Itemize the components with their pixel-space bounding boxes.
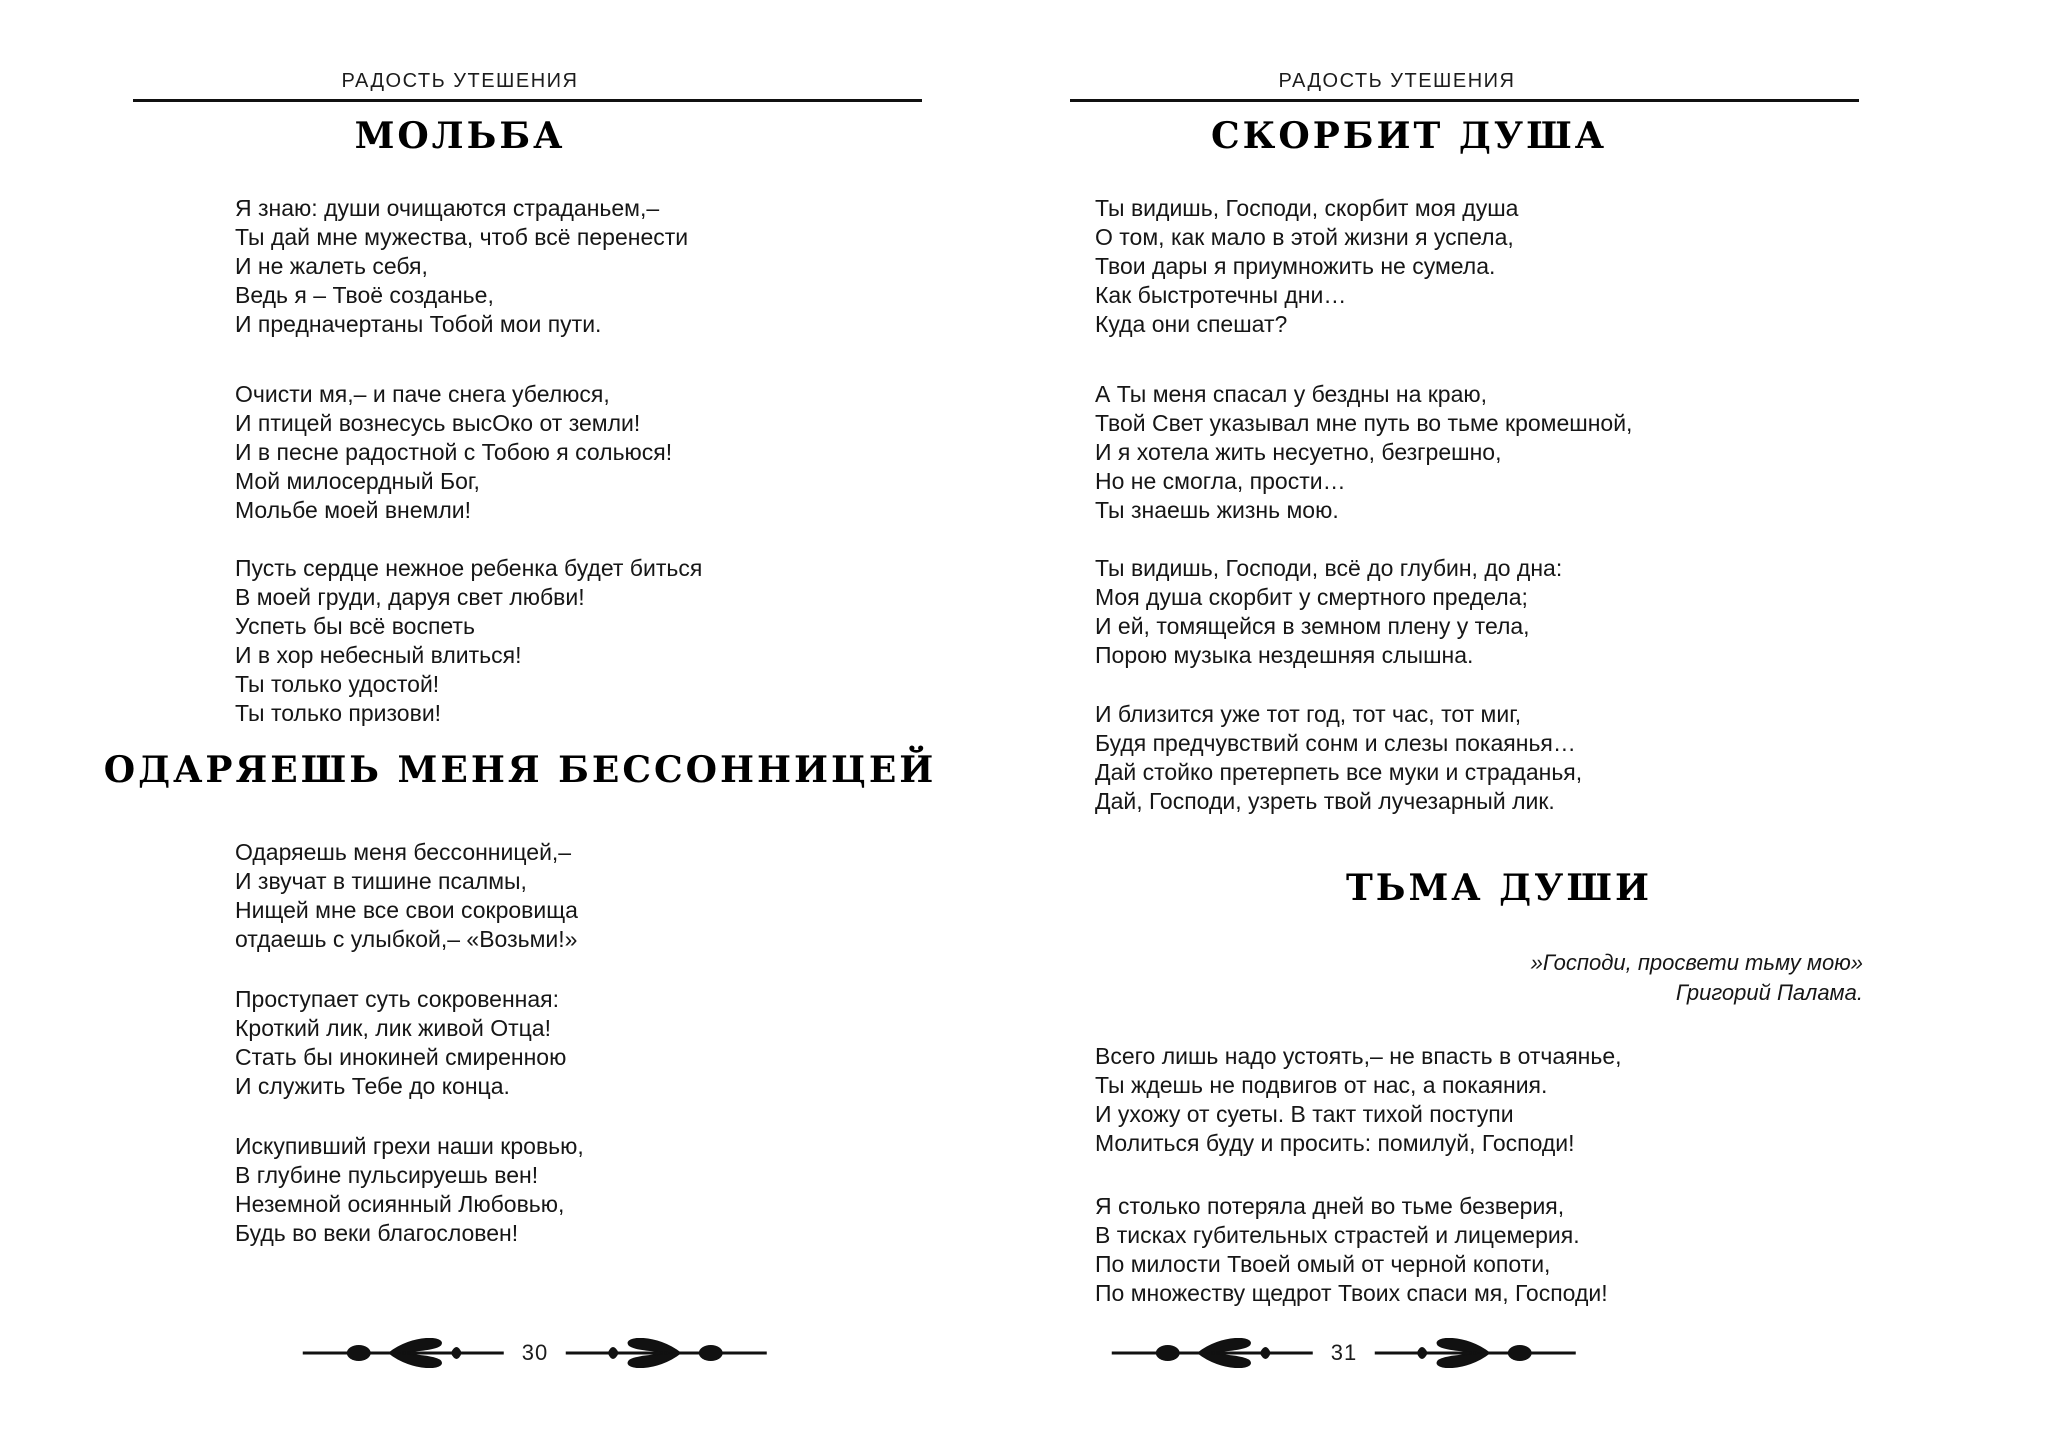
stanza — [1095, 380, 1632, 525]
poem-line: Ты видишь, Господи, скорбит моя душа — [1095, 195, 1519, 221]
stanza — [235, 1132, 584, 1248]
poem-line: А Ты меня спасал у бездны на краю, — [1095, 381, 1488, 407]
stanza — [235, 985, 566, 1101]
poem-line: Искупивший грехи наши кровью, — [235, 1133, 584, 1159]
poem-line: Успеть бы всё воспеть — [235, 613, 475, 639]
poem-title-tma-dushi: ТЬМА ДУШИ — [1345, 867, 1653, 909]
poem-line: Нищей мне все свои сокровища — [235, 897, 578, 923]
poem-line: И не жалеть себя, — [235, 253, 428, 279]
poem-line: Порою музыка нездешняя слышна. — [1095, 642, 1474, 668]
stanza — [1095, 1042, 1622, 1158]
stanza — [1095, 700, 1582, 816]
poem-line: Дай, Господи, узреть твой лучезарный лик. — [1095, 788, 1555, 814]
running-header: РАДОСТЬ УТЕШЕНИЯ — [341, 70, 579, 92]
poem-line: Моя душа скорбит у смертного предела; — [1095, 584, 1528, 610]
poem-line: Будя предчувствий сонм и слезы покаянья… — [1095, 730, 1576, 756]
poem-line: Одаряешь меня бессонницей,– — [235, 839, 572, 865]
poem-line: В глубине пульсируешь вен! — [235, 1162, 539, 1188]
poem-line: И птицей вознесусь высОко от земли! — [235, 410, 641, 436]
page-right — [1029, 0, 2058, 1454]
stanza — [235, 194, 688, 339]
poem-line: По милости Твоей омый от черной копоти, — [1095, 1251, 1551, 1277]
poem-line: Всего лишь надо устоять,– не впасть в отчаянье, — [1095, 1043, 1622, 1069]
poem-line: Мольбе моей внемли! — [235, 497, 472, 523]
poem-line: Стать бы инокиней смиренною — [235, 1044, 567, 1070]
page-footer — [301, 1338, 769, 1368]
poem-line: Кроткий лик, лик живой Отца! — [235, 1015, 551, 1041]
poem-line: Ты видишь, Господи, всё до глубин, до дна: — [1095, 555, 1563, 581]
page-number: 30 — [521, 1340, 549, 1365]
poem-line: Ты знаешь жизнь мою. — [1095, 497, 1339, 523]
poem-line: Очисти мя,– и паче снега убелюся, — [235, 381, 610, 407]
poem-line: Молиться буду и просить: помилуй, Господи! — [1095, 1130, 1575, 1156]
poem-line: Дай стойко претерпеть все муки и страданья, — [1095, 759, 1583, 785]
poem-line: Пусть сердце нежное ребенка будет биться — [235, 555, 703, 581]
poem-line: И в песне радостной с Тобою я сольюся! — [235, 439, 673, 465]
poem-title-molba: МОЛЬБА — [354, 115, 566, 157]
poem-line: Я знаю: души очищаются страданьем,– — [235, 195, 660, 221]
poem-line: Твои дары я приумножить не сумела. — [1095, 253, 1496, 279]
poem-line: И в хор небесный влиться! — [235, 642, 522, 668]
epigraph — [1531, 948, 1863, 1008]
stanza — [1095, 1192, 1608, 1308]
epigraph-attribution: Григорий Палама. — [1675, 980, 1863, 1005]
poem-line: Ты ждешь не подвигов от нас, а покаяния. — [1095, 1072, 1548, 1098]
poem-line: Ты только удостой! — [235, 671, 440, 697]
poem-line: Куда они спешат? — [1095, 311, 1288, 337]
poem-line: Неземной осиянный Любовью, — [235, 1191, 565, 1217]
poem-line: Мой милосердный Бог, — [235, 468, 480, 494]
poem-line: Будь во веки благословен! — [235, 1220, 519, 1246]
poem-line: Ты дай мне мужества, чтоб всё перенести — [235, 224, 689, 250]
poem-line: По множеству щедрот Твоих спаси мя, Господи! — [1095, 1280, 1608, 1306]
header-rule — [1070, 99, 1859, 102]
footer-fleuron-right-icon — [1373, 1338, 1578, 1368]
poem-line: Твой Свет указывал мне путь во тьме кромешной, — [1095, 410, 1633, 436]
footer-fleuron-right-icon — [564, 1338, 769, 1368]
poem-line: И близится уже тот год, тот час, тот миг, — [1095, 701, 1522, 727]
poem-title-odaryaesh: ОДАРЯЕШЬ МЕНЯ БЕССОННИЦЕЙ — [103, 749, 937, 791]
poem-line: О том, как мало в этой жизни я успела, — [1095, 224, 1514, 250]
stanza — [235, 380, 672, 525]
footer-fleuron-left-icon — [1110, 1338, 1315, 1368]
poem-title-skorbit-dusha: СКОРБИТ ДУША — [1210, 115, 1608, 157]
running-header: РАДОСТЬ УТЕШЕНИЯ — [1278, 70, 1516, 92]
poem-line: И я хотела жить несуетно, безгрешно, — [1095, 439, 1502, 465]
header-rule — [133, 99, 922, 102]
page-number: 31 — [1330, 1340, 1358, 1365]
poem-line: отдаешь с улыбкой,– «Возьми!» — [235, 926, 578, 952]
footer-fleuron-left-icon — [301, 1338, 506, 1368]
poem-line: Ведь я – Твоё созданье, — [235, 282, 494, 308]
stanza — [235, 838, 578, 954]
poem-line: И служить Тебе до конца. — [235, 1073, 510, 1099]
poem-line: И звучат в тишине псалмы, — [235, 868, 527, 894]
poem-line: И ухожу от суеты. В такт тихой поступи — [1095, 1101, 1514, 1127]
poem-line: В тисках губительных страстей и лицемерия. — [1095, 1222, 1580, 1248]
poem-line: Проступает суть сокровенная: — [235, 986, 559, 1012]
poem-line: И предначертаны Тобой мои пути. — [235, 311, 602, 337]
poem-line: И ей, томящейся в земном плену у тела, — [1095, 613, 1530, 639]
poem-line: Как быстротечны дни… — [1095, 282, 1347, 308]
poem-line: Ты только призови! — [235, 700, 442, 726]
poem-line: Но не смогла, прости… — [1095, 468, 1346, 494]
page-footer — [1110, 1338, 1578, 1368]
stanza — [1095, 194, 1518, 339]
stanza — [1095, 554, 1562, 670]
epigraph-quote: »Господи, просвети тьму мою» — [1530, 950, 1863, 975]
stanza — [235, 554, 702, 728]
poem-line: Я столько потеряла дней во тьме безверия, — [1095, 1193, 1565, 1219]
poem-line: В моей груди, даруя свет любви! — [235, 584, 585, 610]
